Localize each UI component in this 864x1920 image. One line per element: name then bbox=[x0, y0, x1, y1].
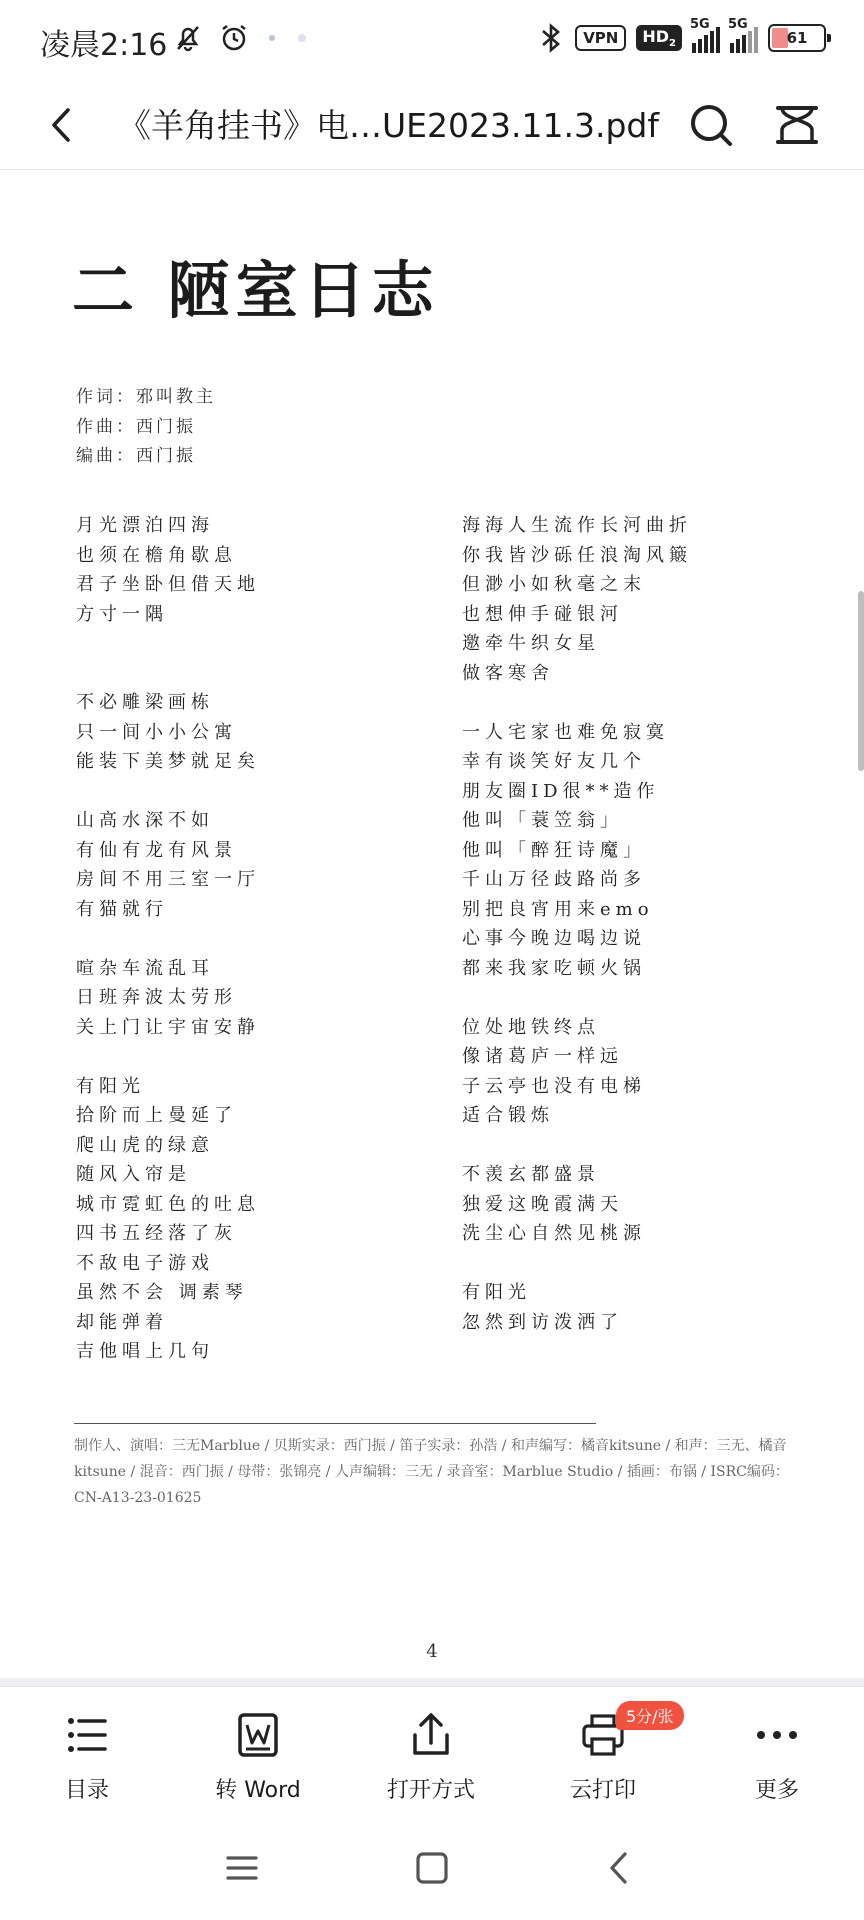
lyric-line: 适合锻炼 bbox=[462, 1105, 554, 1126]
toolbar-label: 云打印 bbox=[569, 1778, 636, 1803]
top-app-bar bbox=[0, 80, 864, 170]
system-nav-bar bbox=[0, 1816, 864, 1920]
lyric-line bbox=[462, 983, 842, 1013]
lyric-line bbox=[76, 777, 456, 807]
production-credits: 制作人、演唱：三无Marblue / 贝斯实录：西门振 / 笛子实录：孙浩 / 和声编写：橘音kitsune / 和声：三无、橘音kitsune / 混音：西门振 / 母带：张锦亮 / 人声编辑：三无 / 录音室：Marblue Studio / 插画：布锅 / ISRC编码：CN-A13-23-01625 bbox=[74, 1438, 789, 1506]
home-icon[interactable] bbox=[410, 1846, 454, 1890]
lyric-line: 幸有谈笑好友几个 bbox=[462, 751, 646, 772]
lyrics-right-column bbox=[462, 511, 842, 1337]
lyric-line: 城市霓虹色的吐息 bbox=[76, 1193, 260, 1215]
toolbar-item-more[interactable] bbox=[702, 1711, 852, 1804]
lyric-line: 都来我家吃顿火锅 bbox=[462, 957, 646, 979]
hd-indicator: $HD_2$ bbox=[636, 25, 682, 51]
lyric-line: 邀牵牛织女星 bbox=[462, 633, 600, 654]
lyric-line bbox=[76, 629, 456, 659]
print-price-badge: 5分/张 bbox=[616, 1701, 684, 1730]
lyric-line: 虽然不会 调素琴 bbox=[76, 1282, 248, 1303]
back-icon[interactable] bbox=[598, 1846, 642, 1890]
lyric-line: 随风入帘是 bbox=[76, 1164, 191, 1185]
chapter-title: 二 陋室日志 bbox=[72, 254, 440, 327]
pdf-page bbox=[0, 171, 864, 1678]
lyric-line: 吉他唱上几句 bbox=[76, 1341, 214, 1362]
lyric-line: 像诸葛庐一样远 bbox=[462, 1046, 623, 1067]
pdf-viewer[interactable] bbox=[0, 171, 864, 1686]
lyric-line: 有阳光 bbox=[462, 1282, 531, 1303]
lyric-line bbox=[76, 1042, 456, 1072]
signal-strength-icon: 5G bbox=[730, 23, 758, 53]
battery-icon: 61 bbox=[768, 24, 826, 52]
lyric-line: 日班奔波太劳形 bbox=[76, 987, 237, 1008]
share-icon bbox=[407, 1711, 455, 1759]
lyric-line: 他叫「醉狂诗魔」 bbox=[462, 839, 646, 861]
lyric-line: 朋友圈ID很**造作 bbox=[462, 780, 660, 802]
toolbar-label: 目录 bbox=[64, 1778, 109, 1803]
lyric-line: 心事今晚边喝边说 bbox=[462, 928, 646, 949]
app-notification-icon bbox=[294, 30, 310, 46]
app-notification-icon bbox=[264, 30, 280, 46]
search-icon[interactable] bbox=[684, 98, 738, 152]
toolbar-item-cloud-print[interactable] bbox=[528, 1707, 678, 1804]
lyric-line: 却能弹着 bbox=[76, 1311, 168, 1333]
lyric-line: 做客寒舍 bbox=[462, 662, 554, 684]
lyric-line: 爬山虎的绿意 bbox=[76, 1134, 214, 1156]
credit-line: 作曲：西门振 bbox=[76, 416, 196, 437]
lyric-line: 不羡玄都盛景 bbox=[462, 1164, 600, 1185]
lyric-line: 忽然到访泼洒了 bbox=[462, 1311, 623, 1333]
status-time: 凌晨2:16 bbox=[40, 28, 168, 63]
lyric-line: 子云亭也没有电梯 bbox=[462, 1075, 646, 1097]
lyric-line: 方寸一隅 bbox=[76, 603, 168, 625]
lyric-line: 拾阶而上曼延了 bbox=[76, 1105, 237, 1126]
reading-mode-icon[interactable] bbox=[770, 98, 824, 152]
lyric-line: 你我皆沙砾任浪淘风簸 bbox=[462, 544, 692, 566]
lyric-line bbox=[76, 659, 456, 689]
signal-strength-icon: 5G bbox=[692, 23, 720, 53]
lyric-line: 月光漂泊四海 bbox=[76, 515, 214, 536]
lyric-line: 他叫「蓑笠翁」 bbox=[462, 810, 623, 831]
lyric-line bbox=[462, 1249, 842, 1279]
bottom-toolbar bbox=[0, 1686, 864, 1816]
lyric-line: 也须在檐角歇息 bbox=[76, 544, 237, 566]
lyric-line: 洗尘心自然见桃源 bbox=[462, 1223, 646, 1244]
toolbar-label: 打开方式 bbox=[386, 1778, 475, 1803]
back-arrow-icon[interactable] bbox=[40, 102, 86, 148]
menu-icon[interactable] bbox=[220, 1846, 264, 1890]
lyric-line: 但渺小如秋毫之末 bbox=[462, 574, 646, 595]
toolbar-label: 更多 bbox=[754, 1778, 799, 1803]
lyric-line: 能装下美梦就足矣 bbox=[76, 751, 260, 772]
toolbar-item-open-with[interactable] bbox=[356, 1711, 506, 1804]
lyric-line: 喧杂车流乱耳 bbox=[76, 957, 214, 979]
footnote-divider bbox=[74, 1423, 596, 1424]
lyric-line: 也想伸手碰银河 bbox=[462, 603, 623, 625]
lyric-line: 别把良宵用来emo bbox=[462, 898, 654, 920]
lyric-line: 独爱这晚霞满天 bbox=[462, 1193, 623, 1215]
status-left-icons bbox=[172, 22, 310, 54]
document-title: 《羊角挂书》电…UE2023.11.3.pdf bbox=[118, 106, 659, 145]
scrollbar-thumb[interactable] bbox=[858, 591, 864, 771]
lyric-line: 四书五经落了灰 bbox=[76, 1223, 237, 1244]
mute-notification-icon bbox=[172, 22, 204, 54]
lyric-line: 不敌电子游戏 bbox=[76, 1252, 214, 1274]
lyric-line: 有猫就行 bbox=[76, 898, 168, 920]
lyrics-left-column bbox=[76, 511, 456, 1367]
lyric-line: 君子坐卧但借天地 bbox=[76, 574, 260, 595]
lyric-line: 一人宅家也难免寂寞 bbox=[462, 721, 669, 743]
lyric-line bbox=[462, 1131, 842, 1161]
lyric-line: 位处地铁终点 bbox=[462, 1016, 600, 1038]
toolbar-item-convert-word[interactable] bbox=[183, 1711, 333, 1804]
status-bar bbox=[0, 0, 864, 80]
lyric-line: 有阳光 bbox=[76, 1075, 145, 1097]
credit-line: 编曲：西门振 bbox=[76, 446, 196, 466]
alarm-icon bbox=[218, 22, 250, 54]
status-right-icons bbox=[537, 17, 826, 54]
lyric-line: 关上门让宇宙安静 bbox=[76, 1016, 260, 1038]
word-convert-icon bbox=[234, 1711, 282, 1759]
lyric-line: 不必雕梁画栋 bbox=[76, 692, 214, 713]
page-number: 4 bbox=[426, 1641, 438, 1662]
lyric-line: 只一间小小公寓 bbox=[76, 721, 237, 743]
bluetooth-icon bbox=[537, 22, 565, 54]
lyric-line bbox=[462, 688, 842, 718]
toolbar-label: 转 Word bbox=[215, 1778, 301, 1803]
lyric-line: 房间不用三室一厅 bbox=[76, 869, 260, 890]
lyric-line: 海海人生流作长河曲折 bbox=[462, 515, 692, 536]
lyric-line: 千山万径歧路尚多 bbox=[462, 869, 646, 890]
song-credits bbox=[76, 383, 216, 472]
toolbar-item-contents[interactable] bbox=[12, 1711, 162, 1804]
lyric-line: 山高水深不如 bbox=[76, 810, 214, 831]
list-icon bbox=[63, 1711, 111, 1759]
vpn-indicator: VPN bbox=[575, 25, 626, 51]
lyric-line bbox=[76, 924, 456, 954]
credit-line: 作词：邪叫教主 bbox=[76, 387, 216, 407]
more-icon bbox=[753, 1711, 801, 1759]
lyric-line: 有仙有龙有风景 bbox=[76, 839, 237, 861]
page-separator bbox=[0, 1678, 864, 1686]
